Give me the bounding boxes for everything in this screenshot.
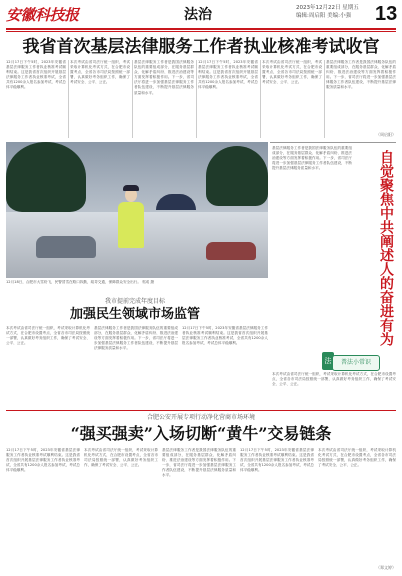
side-feature-title: 自觉聚焦中共阐述人的奋进有为 (378, 150, 394, 346)
tree-shape (6, 142, 86, 212)
article-byline: （周启阳） (376, 132, 396, 137)
sub-article-headline: 加强民生领域市场监管 (69, 307, 200, 322)
article-column-6: 基层法律服务工作者是我国法律服务队伍的重要组成部分，在服务基层群众、化解矛盾纠纷、推进法治建设等方面发挥着积极作用。下一步，省司法厅将进一步加强基层法律服务工作者队伍建设，不断提升基层法律服务质量和水平。 (326, 60, 396, 90)
sub-article-column-2: 基层法律服务工作者是我国法律服务队伍的重要组成部分，在服务基层群众、化解矛盾纠纷、推进法治建设等方面发挥着积极作用。下一步，省司法厅将进一步加强基层法律服务工作者队伍建设，不断提升基层法律服务质量和水平。 (94, 326, 178, 351)
law-badge-icon: 法 (322, 352, 334, 370)
officer-cap (123, 185, 139, 191)
article-column-3: 基层法律服务工作者是我国法律服务队伍的重要组成部分，在服务基层群众、化解矛盾纠纷、推进法治建设等方面发挥着积极作用。下一步，省司法厅将进一步加强基层法律服务工作者队伍建设，不断提升基层法律服务质量和水平。 (134, 60, 194, 95)
sub-article-column-1: 本次考试由省司法厅统一组织，考试采取计算机化考试方式，在合肥市设置考点，全省各市司法局按照统一部署，认真做好考务组织工作，确保了考试安全、公平、公正。 (6, 326, 90, 346)
news-photo (6, 142, 268, 278)
masthead-rule-thin (6, 31, 396, 32)
bottom-article-rule (6, 410, 396, 411)
bottom-article-byline: （郑文婷） (376, 565, 396, 570)
side-feature-text-2: 本次考试由省司法厅统一组织，考试采取计算机化考试方式，在合肥市设置考点，全省各市司法局按照统一部署，认真做好考务组织工作，确保了考试安全、公平、公正。 (272, 372, 396, 387)
bottom-column-4: 12月17日下午5时，2023年安徽省基层法律服务工作者执业核准考试顺利结束。这是我省首次组织开展基层法律服务工作者执业核准考试，全省共有1200余人报名参加考试，考试总体平稳顺利。 (240, 448, 314, 473)
umbrella-shape (156, 194, 196, 210)
side-feature-rule (270, 142, 396, 143)
officer-coat (118, 202, 144, 248)
main-headline: 我省首次基层法律服务工作者执业核准考试收官 (22, 37, 380, 57)
masthead-rule (6, 28, 396, 30)
page-number: 13 (375, 3, 398, 25)
bottom-article-headline: “强买强卖”入场切断“黄牛”交易链条 (70, 424, 332, 443)
article-column-5: 本次考试由省司法厅统一组织，考试采取计算机化考试方式，在合肥市设置考点，全省各市司法局按照统一部署，认真做好考务组织工作，确保了考试安全、公平、公正。 (262, 60, 322, 85)
photo-caption (6, 280, 268, 285)
issue-date: 2023年12月22日 星期五 (296, 5, 359, 11)
column-rule (196, 60, 197, 138)
column-rule (260, 60, 261, 138)
side-feature-text: 基层法律服务工作者是我国法律服务队伍的重要组成部分，在服务基层群众、化解矛盾纠纷、推进法治建设等方面发挥着积极作用。下一步，省司法厅将进一步加强基层法律服务工作者队伍建设，不断提升基层法律服务质量和水平。 (272, 146, 352, 171)
car-shape (206, 242, 256, 260)
sub-article-column-3: 12月17日下午5时，2023年安徽省基层法律服务工作者执业核准考试顺利结束。这是我省首次组织开展基层法律服务工作者执业核准考试，全省共有1200余人报名参加考试，考试总体平稳顺利。 (182, 326, 268, 346)
tree-shape (206, 146, 268, 206)
sub-article-kicker: 我市提前完成年度目标 (104, 298, 165, 305)
article-column-2: 本次考试由省司法厅统一组织，考试采取计算机化考试方式，在合肥市设置考点，全省各市司法局按照统一部署，认真做好考务组织工作，确保了考试安全、公平、公正。 (70, 60, 130, 85)
article-column-1: 12月17日下午5时，2023年安徽省基层法律服务工作者执业核准考试顺利结束。这是我省首次组织开展基层法律服务工作者执业核准考试，全省共有1200余人报名参加考试，考试总体平稳顺利。 (6, 60, 66, 90)
section-name: 法治 (184, 7, 212, 23)
column-rule (68, 60, 69, 138)
bottom-column-3: 基层法律服务工作者是我国法律服务队伍的重要组成部分，在服务基层群众、化解矛盾纠纷、推进法治建设等方面发挥着积极作用。下一步，省司法厅将进一步加强基层法律服务工作者队伍建设，不断提升基层法律服务质量和水平。 (162, 448, 236, 478)
column-rule (324, 60, 325, 138)
bottom-column-5: 本次考试由省司法厅统一组织，考试采取计算机化考试方式，在合肥市设置考点，全省各市司法局按照统一部署，认真做好考务组织工作，确保了考试安全、公平、公正。 (318, 448, 396, 468)
car-shape (36, 236, 96, 258)
editors-line: 编辑:周启阳 美编:小强 (296, 13, 351, 19)
column-rule (132, 60, 133, 138)
bottom-column-2: 本次考试由省司法厅统一组织，考试采取计算机化考试方式，在合肥市设置考点，全省各市司法局按照统一部署，认真做好考务组织工作，确保了考试安全、公平、公正。 (84, 448, 158, 468)
photo-credit: 郭成 摄 (142, 280, 155, 284)
photo-caption-text: 12月18日，合肥市大雪纷飞，民警冒雪在路口执勤，疏导交通，保障群众安全出行。 (6, 280, 141, 284)
article-column-4: 12月17日下午5时，2023年安徽省基层法律服务工作者执业核准考试顺利结束。这是我省首次组织开展基层法律服务工作者执业核准考试，全省共有1200余人报名参加考试，考试总体平稳顺利。 (198, 60, 258, 90)
law-tips-badge: 普法小常识 (332, 355, 380, 371)
traffic-officer-figure (118, 188, 144, 258)
masthead-logo: 安徽科技报 (6, 6, 79, 24)
bottom-column-1: 12月17日下午5时，2023年安徽省基层法律服务工作者执业核准考试顺利结束。这是我省首次组织开展基层法律服务工作者执业核准考试，全省共有1200余人报名参加考试，考试总体平稳顺利。 (6, 448, 80, 473)
bottom-article-kicker: 合肥公安开展专项行动净化营商市场环境 (146, 414, 255, 421)
